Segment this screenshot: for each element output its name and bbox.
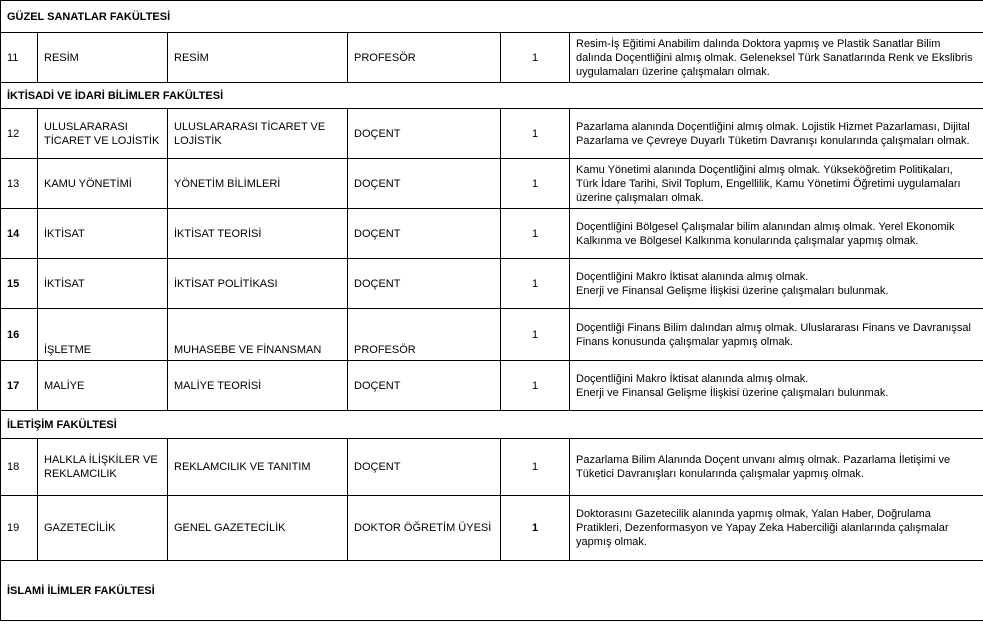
faculty-row bbox=[1, 411, 983, 439]
row-number: 19 bbox=[1, 496, 38, 561]
faculty-row bbox=[1, 83, 983, 109]
department-cell: RESİM bbox=[38, 33, 168, 83]
requirement-line: Doçentliğini Makro İktisat alanında almış olmak. bbox=[576, 372, 809, 385]
row-number: 17 bbox=[1, 361, 38, 411]
requirement-cell: Doçentliğini Bölgesel Çalışmalar bilim alanından almış olmak. Yerel Ekonomik Kalkınma ve Bölgesel Kalkınma konularında çalışmalar yapmış olmak. bbox=[570, 209, 983, 259]
title-cell: DOÇENT bbox=[348, 361, 501, 411]
table-row bbox=[1, 209, 983, 259]
title-cell: DOÇENT bbox=[348, 209, 501, 259]
count-cell: 1 bbox=[501, 496, 570, 561]
title-cell: PROFESÖR bbox=[348, 33, 501, 83]
requirement-line: Enerji ve Finansal Gelişme İlişkisi üzerine çalışmaları bulunmak. bbox=[576, 386, 889, 399]
table-row bbox=[1, 361, 983, 411]
discipline-cell: YÖNETİM BİLİMLERİ bbox=[168, 159, 348, 209]
table-row bbox=[1, 33, 983, 83]
faculty-title: GÜZEL SANATLAR FAKÜLTESİ bbox=[1, 1, 983, 33]
row-number: 11 bbox=[1, 33, 38, 83]
discipline-cell: MUHASEBE VE FİNANSMAN bbox=[168, 309, 348, 361]
requirement-cell: Kamu Yönetimi alanında Doçentliğini almış olmak. Yükseköğretim Politikaları, Türk İdare Tarihi, Sivil Toplum, Engellilik, Kamu Yönetimi Öğretimi uygulamaları üzerine çalışmaları olmak. bbox=[570, 159, 983, 209]
discipline-cell: GENEL GAZETECİLİK bbox=[168, 496, 348, 561]
count-cell: 1 bbox=[501, 259, 570, 309]
count-cell: 1 bbox=[501, 361, 570, 411]
faculty-title: İKTİSADİ VE İDARİ BİLİMLER FAKÜLTESİ bbox=[1, 83, 983, 109]
requirement-cell bbox=[570, 259, 983, 309]
table-row bbox=[1, 309, 983, 361]
count-cell: 1 bbox=[501, 439, 570, 496]
title-cell: PROFESÖR bbox=[348, 309, 501, 361]
department-cell: İKTİSAT bbox=[38, 209, 168, 259]
requirement-cell: Pazarlama Bilim Alanında Doçent unvanı almış olmak. Pazarlama İletişimi ve Tüketici Davranışları konularında çalışmalar yapmış olmak. bbox=[570, 439, 983, 496]
count-cell: 1 bbox=[501, 109, 570, 159]
requirement-cell: Resim-İş Eğitimi Anabilim dalında Doktora yapmış ve Plastik Sanatlar Bilim dalında Doçentliğini almış olmak. Geleneksel Türk Sanatlarında Renk ve Ekslibris uygulamaları üzerine çalışmaları olmak. bbox=[570, 33, 983, 83]
department-cell: KAMU YÖNETİMİ bbox=[38, 159, 168, 209]
row-number: 13 bbox=[1, 159, 38, 209]
discipline-cell: MALİYE TEORİSİ bbox=[168, 361, 348, 411]
row-number: 14 bbox=[1, 209, 38, 259]
requirement-line: Doçentliğini Makro İktisat alanında almış olmak. bbox=[576, 270, 809, 283]
row-number: 15 bbox=[1, 259, 38, 309]
count-cell: 1 bbox=[501, 309, 570, 361]
faculty-title: İLETİŞİM FAKÜLTESİ bbox=[1, 411, 983, 439]
row-number: 18 bbox=[1, 439, 38, 496]
title-cell: DOÇENT bbox=[348, 159, 501, 209]
requirement-cell: Pazarlama alanında Doçentliğini almış olmak. Lojistik Hizmet Pazarlaması, Dijital Pazarlama ve Çevreye Duyarlı Tüketim Davranışı konularında çalışmaları olmak. bbox=[570, 109, 983, 159]
discipline-cell: İKTİSAT POLİTİKASI bbox=[168, 259, 348, 309]
table-row bbox=[1, 109, 983, 159]
title-cell: DOÇENT bbox=[348, 109, 501, 159]
department-cell: HALKLA İLİŞKİLER VE REKLAMCILIK bbox=[38, 439, 168, 496]
faculty-title: İSLAMİ İLİMLER FAKÜLTESİ bbox=[1, 561, 983, 621]
row-number: 16 bbox=[1, 309, 38, 361]
table-row bbox=[1, 259, 983, 309]
discipline-cell: İKTİSAT TEORİSİ bbox=[168, 209, 348, 259]
department-cell: ULUSLARARASI TİCARET VE LOJİSTİK bbox=[38, 109, 168, 159]
table-row bbox=[1, 439, 983, 496]
count-cell: 1 bbox=[501, 33, 570, 83]
title-cell: DOKTOR ÖĞRETİM ÜYESİ bbox=[348, 496, 501, 561]
requirement-cell: Doktorasını Gazetecilik alanında yapmış olmak, Yalan Haber, Doğrulama Pratikleri, Dezenformasyon ve Yapay Zeka Haberciliği alanlarında çalışmalar yapmış olmak. bbox=[570, 496, 983, 561]
table-row bbox=[1, 496, 983, 561]
count-cell: 1 bbox=[501, 159, 570, 209]
faculty-row bbox=[1, 1, 983, 33]
department-cell: İKTİSAT bbox=[38, 259, 168, 309]
department-cell: İŞLETME bbox=[38, 309, 168, 361]
requirement-cell: Doçentliği Finans Bilim dalından almış olmak. Uluslararası Finans ve Davranışsal Finans konusunda çalışmalar yapmış olmak. bbox=[570, 309, 983, 361]
discipline-cell: ULUSLARARASI TİCARET VE LOJİSTİK bbox=[168, 109, 348, 159]
department-cell: MALİYE bbox=[38, 361, 168, 411]
title-cell: DOÇENT bbox=[348, 259, 501, 309]
discipline-cell: REKLAMCILIK VE TANITIM bbox=[168, 439, 348, 496]
requirement-cell bbox=[570, 361, 983, 411]
count-cell: 1 bbox=[501, 209, 570, 259]
row-number: 12 bbox=[1, 109, 38, 159]
requirement-line: Enerji ve Finansal Gelişme İlişkisi üzerine çalışmaları bulunmak. bbox=[576, 284, 889, 297]
title-cell: DOÇENT bbox=[348, 439, 501, 496]
department-cell: GAZETECİLİK bbox=[38, 496, 168, 561]
faculty-row bbox=[1, 561, 983, 621]
table-row bbox=[1, 159, 983, 209]
discipline-cell: RESİM bbox=[168, 33, 348, 83]
